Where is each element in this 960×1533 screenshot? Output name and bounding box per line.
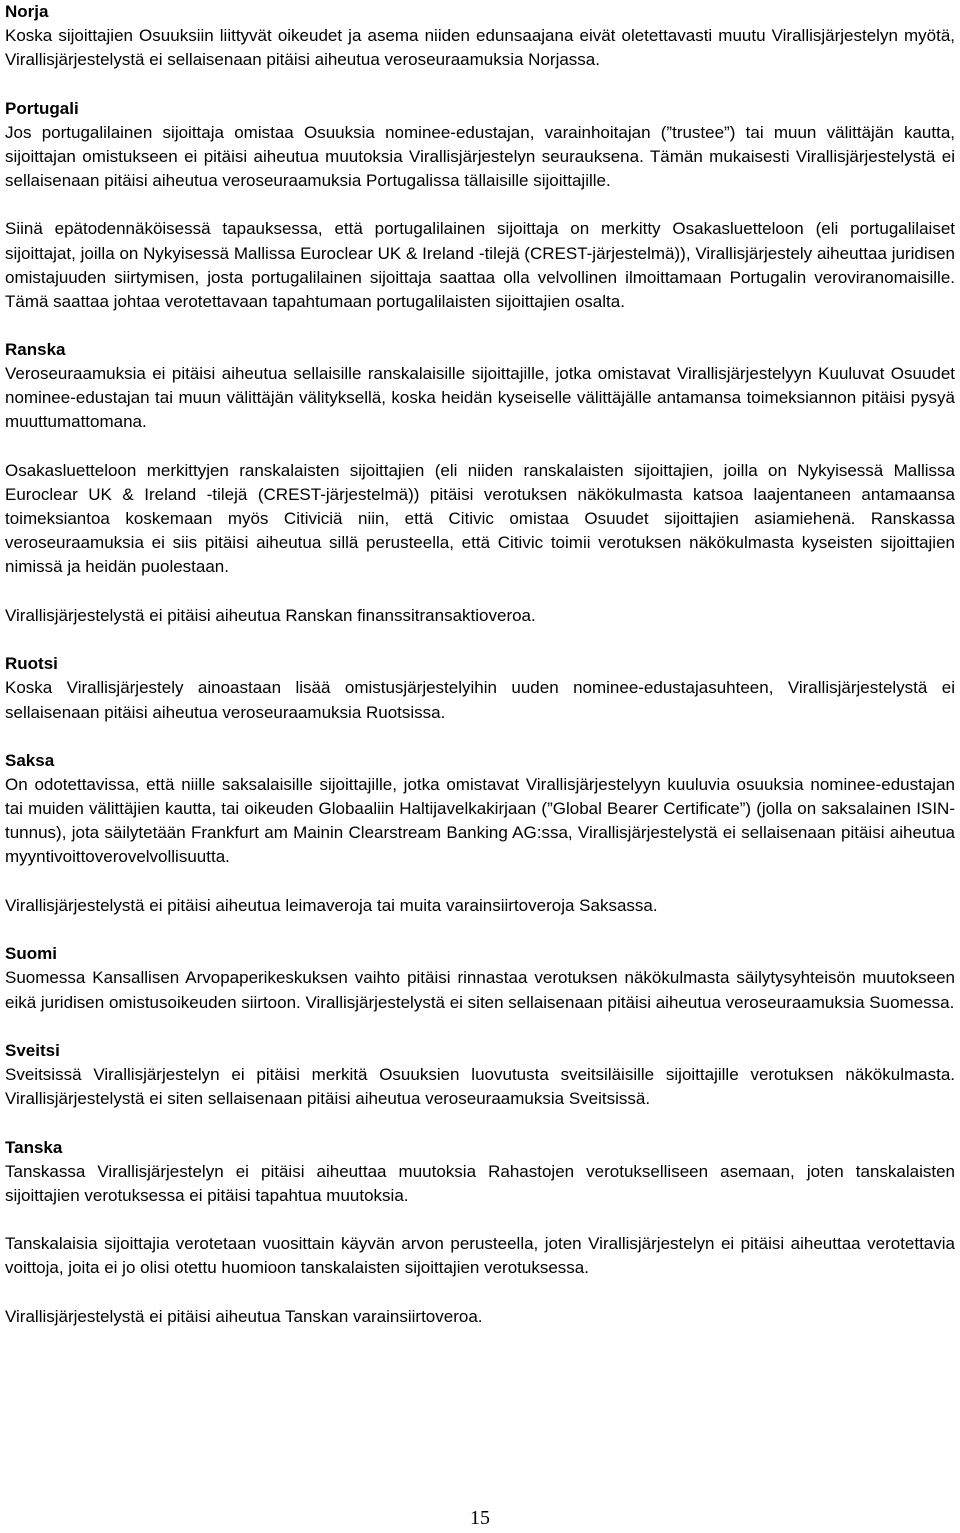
paragraph: Suomessa Kansallisen Arvopaperikeskuksen vaihto pitäisi rinnastaa verotuksen näkökulmasta säilytysyhteisön muutokseen eikä juridisen omistusoikeuden siirtoon. Virallisjärjestelystä ei siten sellaisenaan pitäisi aiheutua veroseuraamuksia Suomessa.	[5, 968, 955, 1012]
paragraph: Jos portugalilainen sijoittaja omistaa Osuuksia nominee-edustajan, varainhoitajan (”trustee”) tai muun välittäjän kautta, sijoittajan omistukseen ei pitäisi aiheutua muutoksia Virallisjärjestelyn seurauksena. Tämän mukaisesti Virallisjärjestelystä ei sellaisenaan pitäisi aiheutua veroseuraamuksia Portugalissa tällaisille sijoittajille.	[5, 122, 955, 190]
section-portugali	[5, 97, 955, 314]
paragraph: On odotettavissa, että niille saksalaisille sijoittajille, jotka omistavat Virallisjärjestelyyn kuuluvia osuuksia nominee-edustajan tai muiden välittäjien kautta, tai oikeuden Globaaliin Haltijavelkakirjaan (”Global Bearer Certificate”) (jolla on saksalainen ISIN-tunnus), jota säilytetään Frankfurt am Mainin Clearstream Banking AG:ssa, Virallisjärjestelystä ei sellaisenaan pitäisi aiheutua myyntivoittoverovelvollisuutta.	[5, 775, 955, 867]
section-heading: Ranska	[5, 340, 66, 360]
section-sveitsi	[5, 1039, 955, 1111]
section-tanska	[5, 1136, 955, 1329]
section-heading: Sveitsi	[5, 1041, 60, 1060]
paragraph: Siinä epätodennäköisessä tapauksessa, että portugalilainen sijoittaja on merkitty Osakasluetteloon (eli portugalilaiset sijoittajat, joilla on Nykyisessä Mallissa Euroclear UK & Ireland -tilejä (CREST-järjestelmä)), Virallisjärjestely aiheuttaa juridisen omistajuuden siirtymisen, josta portugalilainen sijoittaja saattaa olla velvollinen ilmoittamaan Portugalin veroviranomaisille. Tämä saattaa johtaa verotettavaan tapahtumaan portugalilaisten sijoittajien osalta.	[5, 219, 955, 311]
document-body	[5, 0, 955, 1329]
paragraph: Koska sijoittajien Osuuksiin liittyvät oikeudet ja asema niiden edunsaajana eivät oletettavasti muutu Virallisjärjestelyn myötä, Virallisjärjestelystä ei sellaisenaan pitäisi aiheutua veroseuraamuksia Norjassa.	[5, 26, 955, 70]
paragraph: Virallisjärjestelystä ei pitäisi aiheutua Ranskan finanssitransaktioveroa.	[5, 605, 536, 625]
paragraph: Tanskassa Virallisjärjestelyn ei pitäisi aiheuttaa muutoksia Rahastojen verotukselliseen asemaan, joten tanskalaisten sijoittajien verotuksessa ei pitäisi tapahtua muutoksia.	[5, 1161, 955, 1205]
section-norja	[5, 0, 955, 72]
section-suomi	[5, 942, 955, 1014]
section-ranska	[5, 338, 955, 628]
section-heading: Saksa	[5, 750, 55, 770]
section-heading: Portugali	[5, 98, 79, 118]
section-heading: Norja	[5, 2, 49, 21]
page-number: 15	[470, 1507, 490, 1529]
paragraph: Virallisjärjestelystä ei pitäisi aiheutua leimaveroja tai muita varainsiirtoveroja Saksassa.	[5, 895, 658, 915]
section-heading: Ruotsi	[5, 654, 58, 674]
section-heading: Suomi	[5, 944, 57, 964]
paragraph: Koska Virallisjärjestely ainoastaan lisää omistusjärjestelyihin uuden nominee-edustajasuhteen, Virallisjärjestelystä ei sellaisenaan pitäisi aiheutua veroseuraamuksia Ruotsissa.	[5, 678, 955, 722]
section-heading: Tanska	[5, 1137, 63, 1157]
paragraph: Tanskalaisia sijoittajia verotetaan vuosittain käyvän arvon perusteella, joten Virallisjärjestelyn ei pitäisi aiheuttaa verotettavia voittoja, joita ei jo olisi otettu huomioon tanskalaisten sijoittajien verotuksessa.	[5, 1234, 955, 1278]
paragraph: Sveitsissä Virallisjärjestelyn ei pitäisi merkitä Osuuksien luovutusta sveitsiläisille sijoittajille verotuksen näkökulmasta. Virallisjärjestelystä ei siten sellaisenaan pitäisi aiheutua veroseuraamuksia Sveitsissä.	[5, 1065, 955, 1109]
paragraph: Veroseuraamuksia ei pitäisi aiheutua sellaisille ranskalaisille sijoittajille, jotka omistavat Virallisjärjestelyyn Kuuluvat Osuudet nominee-edustajan tai muun välittäjän välityksellä, koska heidän kyseiselle välittäjälle antamansa toimeksiannon pitäisi pysyä muuttumattomana.	[5, 364, 955, 432]
paragraph: Osakasluetteloon merkittyjen ranskalaisten sijoittajien (eli niiden ranskalaisten sijoittajien, joilla on Nykyisessä Mallissa Euroclear UK & Ireland -tilejä (CREST-järjestelmä)) pitäisi verotuksen näkökulmasta katsoa laajentaneen antamaansa toimeksiantoa koskemaan myös Citiviciä niin, että Citivic omistaa Osuudet sijoittajien asiamiehenä. Ranskassa veroseuraamuksia ei siis pitäisi aiheutua sillä perusteella, että Citivic toimii verotuksen näkökulmasta kyseisten sijoittajien nimissä ja heidän puolestaan.	[5, 460, 955, 577]
document-page	[5, 0, 955, 1353]
section-ruotsi	[5, 652, 955, 724]
paragraph: Virallisjärjestelystä ei pitäisi aiheutua Tanskan varainsiirtoveroa.	[5, 1306, 483, 1326]
section-saksa	[5, 749, 955, 918]
